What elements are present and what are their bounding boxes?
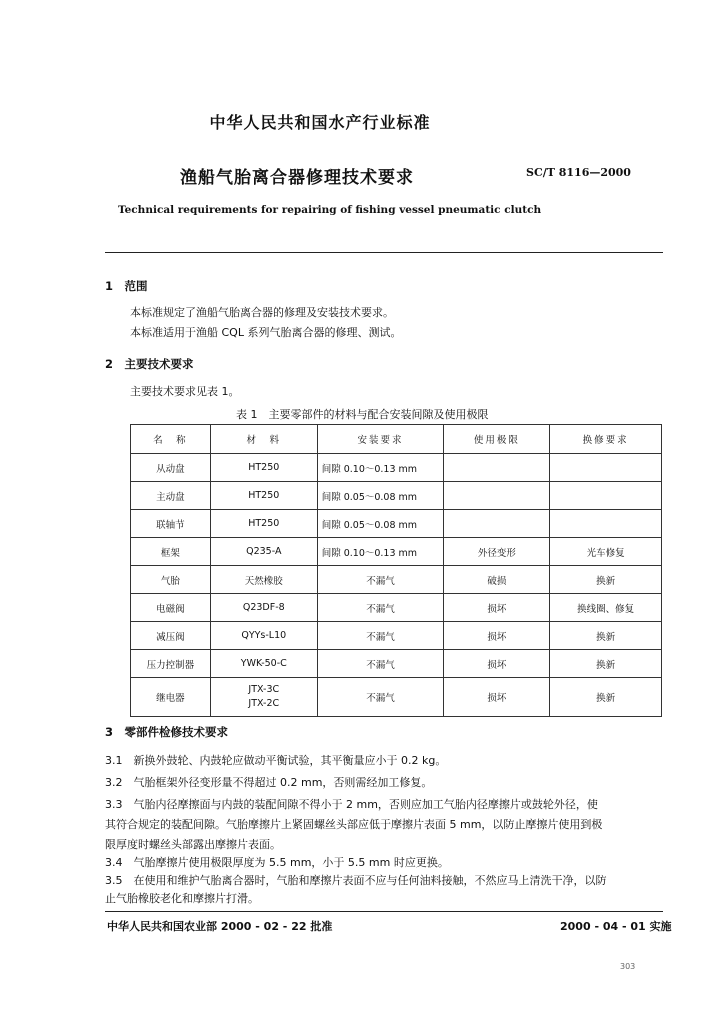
footer-divider <box>105 911 663 912</box>
cell-material <box>210 678 317 717</box>
section-1-heading: 1 范围 <box>105 279 148 293</box>
table-row <box>131 650 662 678</box>
cell-repair: 换新 <box>550 650 662 678</box>
cell-limit <box>444 454 550 482</box>
cell-repair <box>550 510 662 538</box>
cell-install: 不漏气 <box>317 594 444 622</box>
clause-3-3-line-2: 其符合规定的装配间隙。气胎摩擦片上紧固螺丝头部应低于摩擦片表面 5 mm，以防止摩擦片使用到极 <box>105 818 603 831</box>
header-divider <box>105 252 663 253</box>
cell-install: 不漏气 <box>317 566 444 594</box>
table-row <box>131 622 662 650</box>
cell-limit: 外径变形 <box>444 538 550 566</box>
table-row <box>131 566 662 594</box>
page-number: 303 <box>620 962 636 971</box>
cell-material: HT250 <box>210 454 317 482</box>
section-2-intro: 主要技术要求见表 1。 <box>130 385 240 398</box>
cell-material: HT250 <box>210 482 317 510</box>
table-row <box>131 678 662 717</box>
cell-limit: 损坏 <box>444 650 550 678</box>
cell-material-line-1: JTX-3C <box>248 684 280 695</box>
col-header-limit: 使用极限 <box>444 425 550 454</box>
section-3-heading: 3 零部件检修技术要求 <box>105 725 229 739</box>
cell-repair: 换线圈、修复 <box>550 594 662 622</box>
cell-repair: 换新 <box>550 566 662 594</box>
cell-material: Q235-A <box>210 538 317 566</box>
clause-3-5-line-2: 止气胎橡胶老化和摩擦片打滑。 <box>105 892 259 905</box>
section-1-line-1: 本标准规定了渔船气胎离合器的修理及安装技术要求。 <box>130 306 394 319</box>
clause-3-2: 3.2 气胎框架外径变形量不得超过 0.2 mm，否则需经加工修复。 <box>105 776 433 789</box>
cell-repair: 换新 <box>550 622 662 650</box>
cell-limit <box>444 482 550 510</box>
cell-repair: 光车修复 <box>550 538 662 566</box>
cell-material: QYYs-L10 <box>210 622 317 650</box>
table-row <box>131 510 662 538</box>
cell-limit: 损坏 <box>444 622 550 650</box>
cell-repair <box>550 454 662 482</box>
cell-install: 间隙 0.10～0.13 mm <box>317 538 444 566</box>
cell-material-line-2: JTX-2C <box>248 698 280 709</box>
table-caption: 表 1 主要零部件的材料与配合安装间隙及使用极限 <box>236 408 489 421</box>
cell-limit: 破损 <box>444 566 550 594</box>
table-row <box>131 538 662 566</box>
cell-install: 不漏气 <box>317 678 444 717</box>
approval-date: 中华人民共和国农业部 2000 - 02 - 22 批准 <box>107 920 333 933</box>
cell-install: 间隙 0.10～0.13 mm <box>317 454 444 482</box>
english-title: Technical requirements for repairing of fishing vessel pneumatic clutch <box>118 204 542 216</box>
clause-3-4: 3.4 气胎摩擦片使用极限厚度为 5.5 mm，小于 5.5 mm 时应更换。 <box>105 856 449 869</box>
col-header-name: 名 称 <box>131 425 211 454</box>
cell-name: 压力控制器 <box>131 650 211 678</box>
effective-date: 2000 - 04 - 01 实施 <box>560 920 672 933</box>
spec-table <box>130 424 662 717</box>
col-header-material: 材 料 <box>210 425 317 454</box>
table-row <box>131 482 662 510</box>
clause-3-5-line-1: 3.5 在使用和维护气胎离合器时，气胎和摩擦片表面不应与任何油料接触，不然应马上清洗干净，以防 <box>105 874 607 887</box>
cell-material: 天然橡胶 <box>210 566 317 594</box>
cell-limit: 损坏 <box>444 594 550 622</box>
standard-code: SC/T 8116—2000 <box>526 166 631 179</box>
cell-name: 减压阀 <box>131 622 211 650</box>
cell-install: 不漏气 <box>317 650 444 678</box>
cell-name: 主动盘 <box>131 482 211 510</box>
cell-name: 继电器 <box>131 678 211 717</box>
cell-name: 气胎 <box>131 566 211 594</box>
standard-org-title: 中华人民共和国水产行业标准 <box>209 113 431 132</box>
clause-3-3-line-1: 3.3 气胎内径摩擦面与内鼓的装配间隙不得小于 2 mm，否则应加工气胎内径摩擦片或鼓轮外径，使 <box>105 798 598 811</box>
col-header-repair: 换修要求 <box>550 425 662 454</box>
cell-name: 电磁阀 <box>131 594 211 622</box>
cell-material: YWK-50-C <box>210 650 317 678</box>
document-title: 渔船气胎离合器修理技术要求 <box>180 168 414 188</box>
cell-material: HT250 <box>210 510 317 538</box>
clause-3-1: 3.1 新换外鼓轮、内鼓轮应做动平衡试验，其平衡量应小于 0.2 kg。 <box>105 754 447 767</box>
cell-name: 从动盘 <box>131 454 211 482</box>
table-row <box>131 454 662 482</box>
section-1-line-2: 本标准适用于渔船 CQL 系列气胎离合器的修理、测试。 <box>130 326 402 339</box>
cell-name: 联轴节 <box>131 510 211 538</box>
cell-install: 间隙 0.05～0.08 mm <box>317 510 444 538</box>
section-2-heading: 2 主要技术要求 <box>105 357 194 371</box>
cell-name: 框架 <box>131 538 211 566</box>
cell-repair: 换新 <box>550 678 662 717</box>
cell-install: 不漏气 <box>317 622 444 650</box>
cell-limit: 损坏 <box>444 678 550 717</box>
cell-material: Q23DF-8 <box>210 594 317 622</box>
table-row <box>131 594 662 622</box>
clause-3-3-line-3: 限厚度时螺丝头部露出摩擦片表面。 <box>105 838 281 851</box>
cell-repair <box>550 482 662 510</box>
cell-install: 间隙 0.05～0.08 mm <box>317 482 444 510</box>
table-header-row <box>131 425 662 454</box>
cell-limit <box>444 510 550 538</box>
col-header-install: 安装要求 <box>317 425 444 454</box>
